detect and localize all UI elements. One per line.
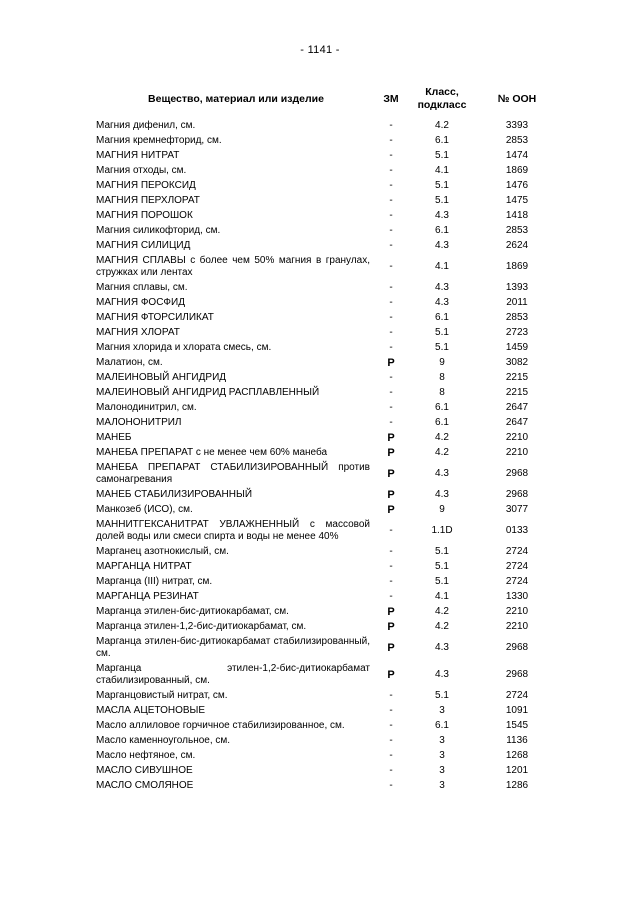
- hazard-class: 6.1: [435, 312, 449, 323]
- table-row: [96, 148, 556, 163]
- table-header-row: [96, 86, 556, 118]
- hazard-class: 4.3: [435, 282, 449, 293]
- em-mark: -: [389, 150, 393, 161]
- substance-name: МАНЕБ СТАБИЛИЗИРОВАННЫЙ: [96, 489, 253, 500]
- em-mark: P: [387, 432, 395, 444]
- table-row: [96, 604, 556, 619]
- hazard-class: 5.1: [435, 690, 449, 701]
- un-number: 3082: [505, 357, 529, 368]
- table-row: [96, 253, 556, 280]
- page-number: - 1141 -: [300, 44, 340, 56]
- table-row: [96, 718, 556, 733]
- un-number: 2210: [505, 621, 529, 632]
- hazard-class: 5.1: [435, 195, 449, 206]
- em-mark: -: [389, 690, 393, 701]
- un-number: 2215: [505, 372, 529, 383]
- table-row: [96, 487, 556, 502]
- substance-name: Марганца этилен-1,2-бис-дитиокарбамат, см.: [96, 621, 307, 632]
- substance-name: МАГНИЯ ПОРОШОК: [96, 210, 193, 221]
- hazard-class: 5.1: [435, 327, 449, 338]
- table-row: [96, 415, 556, 430]
- table-row: [96, 118, 556, 133]
- em-mark: P: [387, 489, 395, 501]
- em-mark: P: [387, 468, 395, 480]
- table-row: [96, 460, 556, 487]
- substance-name: Магния сплавы, см.: [96, 282, 188, 293]
- substance-name: Марганец азотнокислый, см.: [96, 546, 229, 557]
- hazard-class: 5.1: [435, 576, 449, 587]
- hazard-class: 4.3: [435, 297, 449, 308]
- em-mark: P: [387, 669, 395, 681]
- table-row: [96, 688, 556, 703]
- table-row: [96, 430, 556, 445]
- un-number: 2968: [505, 489, 529, 500]
- table-row: [96, 133, 556, 148]
- un-number: 2210: [505, 432, 529, 443]
- un-number: 1286: [505, 780, 529, 791]
- substance-name: Малонодинитрил, см.: [96, 402, 197, 413]
- substance-name: Марганца этилен-бис-дитиокарбамат стабилизированный, см.: [96, 636, 370, 659]
- table-row: [96, 325, 556, 340]
- hazard-class: 8: [439, 372, 445, 383]
- table-row: [96, 178, 556, 193]
- hazard-class: 5.1: [435, 342, 449, 353]
- table-row: [96, 748, 556, 763]
- em-mark: -: [389, 327, 393, 338]
- un-number: 2210: [505, 447, 529, 458]
- substance-name: Магния отходы, см.: [96, 165, 187, 176]
- hazard-class: 6.1: [435, 720, 449, 731]
- em-mark: -: [389, 180, 393, 191]
- substance-name: Магния хлорида и хлората смесь, см.: [96, 342, 272, 353]
- un-number: 1268: [505, 750, 529, 761]
- substance-name: МАННИТГЕКСАНИТРАТ УВЛАЖНЕННЫЙ с массовой долей воды или смеси спирта и воды не менее 40%: [96, 519, 370, 542]
- substance-name: МАГНИЯ НИТРАТ: [96, 150, 180, 161]
- table-row: [96, 223, 556, 238]
- hazard-class: 1.1D: [431, 525, 453, 536]
- substance-name: МАЛЕИНОВЫЙ АНГИДРИД РАСПЛАВЛЕННЫЙ: [96, 387, 320, 398]
- em-mark: P: [387, 357, 395, 369]
- substance-name: Масло нефтяное, см.: [96, 750, 196, 761]
- hazard-class: 4.3: [435, 642, 449, 653]
- hazard-class: 9: [439, 357, 445, 368]
- substance-name: МАНЕБ: [96, 432, 132, 443]
- table-row: [96, 502, 556, 517]
- un-number: 3077: [505, 504, 529, 515]
- hazard-class: 5.1: [435, 180, 449, 191]
- substance-name: Магния дифенил, см.: [96, 120, 196, 131]
- table-row: [96, 559, 556, 574]
- un-number: 2853: [505, 135, 529, 146]
- em-mark: -: [389, 525, 393, 536]
- hazard-class: 4.1: [435, 165, 449, 176]
- em-mark: -: [389, 591, 393, 602]
- hazard-class: 4.2: [435, 606, 449, 617]
- un-number: 1091: [505, 705, 529, 716]
- substance-name: МАЛОНОНИТРИЛ: [96, 417, 182, 428]
- un-number: 2968: [505, 642, 529, 653]
- em-mark: -: [389, 546, 393, 557]
- substance-name: МАГНИЯ ПЕРХЛОРАТ: [96, 195, 200, 206]
- substance-name: МАГНИЯ СИЛИЦИД: [96, 240, 191, 251]
- un-number: 2624: [505, 240, 529, 251]
- em-mark: P: [387, 621, 395, 633]
- un-number: 2968: [505, 669, 529, 680]
- substance-name: МАСЛО СИВУШНОЕ: [96, 765, 193, 776]
- header-un-number: № ООН: [497, 92, 537, 105]
- substance-name: Манкозеб (ИСО), см.: [96, 504, 193, 515]
- em-mark: -: [389, 135, 393, 146]
- hazard-class: 4.3: [435, 669, 449, 680]
- substance-name: МАРГАНЦА РЕЗИНАТ: [96, 591, 199, 602]
- table-row: [96, 574, 556, 589]
- table-row: [96, 589, 556, 604]
- hazard-class: 4.2: [435, 120, 449, 131]
- hazard-class: 6.1: [435, 402, 449, 413]
- substance-name: Марганца этилен-1,2-бис-дитиокарбамат стабилизированный, см.: [96, 663, 370, 686]
- un-number: 2853: [505, 225, 529, 236]
- em-mark: -: [389, 120, 393, 131]
- hazard-class: 4.3: [435, 489, 449, 500]
- substance-name: МАГНИЯ ФОСФИД: [96, 297, 185, 308]
- hazard-class: 4.3: [435, 210, 449, 221]
- table-row: [96, 544, 556, 559]
- un-number: 2215: [505, 387, 529, 398]
- substance-name: МАЛЕИНОВЫЙ АНГИДРИД: [96, 372, 227, 383]
- hazard-class: 3: [439, 750, 445, 761]
- substance-name: Марганцовистый нитрат, см.: [96, 690, 228, 701]
- em-mark: P: [387, 504, 395, 516]
- em-mark: -: [389, 240, 393, 251]
- un-number: 2210: [505, 606, 529, 617]
- un-number: 1869: [505, 261, 529, 272]
- table-row: [96, 763, 556, 778]
- table-row: [96, 517, 556, 544]
- hazard-class: 6.1: [435, 225, 449, 236]
- hazard-class: 4.3: [435, 240, 449, 251]
- un-number: 2723: [505, 327, 529, 338]
- em-mark: -: [389, 561, 393, 572]
- substance-name: Масло аллиловое горчичное стабилизированное, см.: [96, 720, 345, 731]
- hazard-class: 4.3: [435, 468, 449, 479]
- hazard-class: 5.1: [435, 561, 449, 572]
- un-number: 2968: [505, 468, 529, 479]
- un-number: 1201: [505, 765, 529, 776]
- table-row: [96, 310, 556, 325]
- table-row: [96, 619, 556, 634]
- table-row: [96, 163, 556, 178]
- substance-name: Масло каменноугольное, см.: [96, 735, 231, 746]
- table-row: [96, 634, 556, 661]
- em-mark: -: [389, 210, 393, 221]
- un-number: 0133: [505, 525, 529, 536]
- substance-name: МАГНИЯ ФТОРСИЛИКАТ: [96, 312, 214, 323]
- table-row: [96, 355, 556, 370]
- table-row: [96, 703, 556, 718]
- un-number: 1475: [505, 195, 529, 206]
- un-number: 2724: [505, 576, 529, 587]
- hazard-class: 4.2: [435, 432, 449, 443]
- un-number: 2011: [506, 297, 528, 308]
- em-mark: -: [389, 705, 393, 716]
- em-mark: -: [389, 720, 393, 731]
- header-class: Класс, подкласс: [417, 86, 467, 111]
- hazard-class: 3: [439, 780, 445, 791]
- substance-name: МАГНИЯ СПЛАВЫ с более чем 50% магния в гранулах, стружках или лентах: [96, 255, 370, 278]
- table-row: [96, 733, 556, 748]
- table-row: [96, 385, 556, 400]
- hazard-class: 5.1: [435, 546, 449, 557]
- un-number: 1474: [505, 150, 529, 161]
- substance-name: МАНЕБА ПРЕПАРАТ СТАБИЛИЗИРОВАННЫЙ против самонагревания: [96, 462, 370, 485]
- em-mark: -: [389, 261, 393, 272]
- em-mark: -: [389, 780, 393, 791]
- un-number: 2647: [505, 402, 529, 413]
- hazard-class: 3: [439, 765, 445, 776]
- un-number: 1459: [505, 342, 529, 353]
- hazard-class: 4.2: [435, 621, 449, 632]
- substance-name: МАРГАНЦА НИТРАТ: [96, 561, 192, 572]
- header-substance: Вещество, материал или изделие: [148, 92, 324, 105]
- un-number: 2724: [505, 561, 529, 572]
- em-mark: -: [389, 195, 393, 206]
- em-mark: -: [389, 372, 393, 383]
- un-number: 1869: [505, 165, 529, 176]
- hazard-class: 4.1: [435, 261, 449, 272]
- em-mark: P: [387, 447, 395, 459]
- em-mark: -: [389, 297, 393, 308]
- substance-name: Малатион, см.: [96, 357, 163, 368]
- em-mark: -: [389, 282, 393, 293]
- substance-name: МАСЛА АЦЕТОНОВЫЕ: [96, 705, 206, 716]
- em-mark: P: [387, 606, 395, 618]
- un-number: 1393: [505, 282, 529, 293]
- table-row: [96, 445, 556, 460]
- em-mark: -: [389, 342, 393, 353]
- table-row: [96, 340, 556, 355]
- em-mark: -: [389, 165, 393, 176]
- table-row: [96, 295, 556, 310]
- table-row: [96, 280, 556, 295]
- table-row: [96, 370, 556, 385]
- hazard-class: 3: [439, 705, 445, 716]
- un-number: 2724: [505, 690, 529, 701]
- hazard-class: 6.1: [435, 417, 449, 428]
- hazard-class: 4.1: [435, 591, 449, 602]
- em-mark: -: [389, 576, 393, 587]
- un-number: 2853: [505, 312, 529, 323]
- table-body: [96, 118, 556, 793]
- substance-name: Марганца (III) нитрат, см.: [96, 576, 213, 587]
- em-mark: -: [389, 387, 393, 398]
- un-number: 1476: [505, 180, 529, 191]
- substance-name: МАГНИЯ ПЕРОКСИД: [96, 180, 196, 191]
- un-number: 1545: [505, 720, 529, 731]
- hazard-class: 5.1: [435, 150, 449, 161]
- table-row: [96, 778, 556, 793]
- hazard-class: 3: [439, 735, 445, 746]
- hazard-class: 8: [439, 387, 445, 398]
- em-mark: -: [389, 735, 393, 746]
- substance-name: МАГНИЯ ХЛОРАТ: [96, 327, 180, 338]
- substances-table: [96, 86, 556, 793]
- table-row: [96, 193, 556, 208]
- un-number: 2647: [505, 417, 529, 428]
- table-row: [96, 661, 556, 688]
- em-mark: -: [389, 225, 393, 236]
- em-mark: -: [389, 417, 393, 428]
- hazard-class: 4.2: [435, 447, 449, 458]
- hazard-class: 9: [439, 504, 445, 515]
- em-mark: -: [389, 750, 393, 761]
- em-mark: -: [389, 402, 393, 413]
- hazard-class: 6.1: [435, 135, 449, 146]
- un-number: 1136: [506, 735, 528, 746]
- em-mark: P: [387, 642, 395, 654]
- table-row: [96, 400, 556, 415]
- substance-name: Марганца этилен-бис-дитиокарбамат, см.: [96, 606, 289, 617]
- un-number: 2724: [505, 546, 529, 557]
- em-mark: -: [389, 765, 393, 776]
- em-mark: -: [389, 312, 393, 323]
- substance-name: Магния кремнефторид, см.: [96, 135, 222, 146]
- substance-name: МАСЛО СМОЛЯНОЕ: [96, 780, 194, 791]
- table-row: [96, 208, 556, 223]
- un-number: 1330: [505, 591, 529, 602]
- substance-name: Магния силикофторид, см.: [96, 225, 221, 236]
- un-number: 3393: [505, 120, 529, 131]
- header-em: ЗМ: [383, 92, 399, 105]
- table-row: [96, 238, 556, 253]
- substance-name: МАНЕБА ПРЕПАРАТ с не менее чем 60% манеба: [96, 447, 328, 458]
- un-number: 1418: [505, 210, 529, 221]
